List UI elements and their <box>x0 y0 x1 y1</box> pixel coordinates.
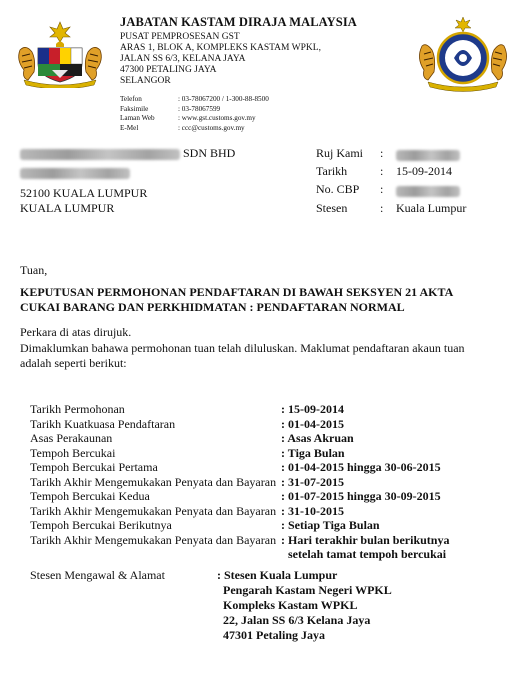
company-suffix: SDN BHD <box>183 146 236 160</box>
detail-label: Tarikh Kuatkuasa Pendaftaran <box>30 416 176 431</box>
detail-label: Asas Perakaunan <box>30 431 113 445</box>
detail-label: Tarikh Permohonan <box>30 402 125 416</box>
recipient-postcode-line: 52100 KUALA LUMPUR <box>20 186 148 200</box>
contact-label-faksimile: Faksimile <box>120 104 149 113</box>
address-line: SELANGOR <box>120 76 171 86</box>
detail-label: Tempoh Bercukai Berikutnya <box>30 518 172 532</box>
station-line: 22, Jalan SS 6/3 Kelana Jaya <box>223 613 371 627</box>
malaysia-coat-of-arms-icon <box>14 20 106 88</box>
detail-label: Tarikh Akhir Mengemukakan Penyata dan Bayaran <box>30 474 277 489</box>
detail-label: Tarikh Akhir Mengemukakan Penyata dan Bayaran <box>30 532 277 547</box>
ref-label-ruj-kami: Ruj Kami <box>316 146 363 160</box>
salutation: Tuan, <box>20 263 48 277</box>
detail-value: : 01-04-2015 hingga 30-06-2015 <box>281 460 441 474</box>
ref-sep: : <box>380 182 384 196</box>
detail-value: : Tiga Bulan <box>281 445 345 460</box>
address-line: JALAN SS 6/3, KELANA JAYA <box>120 54 246 64</box>
contact-value-telefon: : 03-78067200 / 1-300-88-8500 <box>178 95 269 103</box>
redacted-cbp-number <box>396 182 460 200</box>
station-label: Stesen Mengawal & Alamat <box>30 568 165 582</box>
address-line: ARAS 1, BLOK A, KOMPLEKS KASTAM WPKL, <box>120 43 321 53</box>
ref-label-stesen: Stesen <box>316 201 348 215</box>
detail-label: Tempoh Bercukai Pertama <box>30 460 158 474</box>
website-link[interactable]: www.gst.customs.gov.my <box>181 114 256 122</box>
contact-label-email: E-Mel <box>120 123 139 132</box>
body-paragraph-line: Perkara di atas dirujuk. <box>20 325 132 339</box>
address-line: 47300 PETALING JAYA <box>120 65 217 75</box>
detail-value-continuation: setelah tamat tempoh bercukai <box>288 547 447 561</box>
detail-value: : Setiap Tiga Bulan <box>281 518 380 532</box>
redacted-address <box>20 168 130 179</box>
ref-sep: : <box>380 201 384 215</box>
royal-customs-emblem-icon <box>414 16 512 96</box>
body-paragraph-line: adalah seperti berikut: <box>20 356 127 370</box>
detail-label: Tempoh Bercukai Kedua <box>30 489 150 503</box>
ref-sep: : <box>380 146 384 160</box>
detail-value: : Hari terakhir bulan berikutnya <box>281 532 450 547</box>
redacted-reference-number <box>396 146 460 164</box>
station-line: : Stesen Kuala Lumpur <box>217 568 338 582</box>
ref-sep: : <box>380 164 384 178</box>
station-line: 47301 Petaling Jaya <box>223 628 325 642</box>
detail-value: : 01-07-2015 hingga 30-09-2015 <box>281 489 441 503</box>
department-title: JABATAN KASTAM DIRAJA MALAYSIA <box>120 15 357 29</box>
recipient-address-line <box>20 164 130 182</box>
detail-value: : 01-04-2015 <box>281 416 344 431</box>
body-paragraph-line: Dimaklumkan bahawa permohonan tuan telah diluluskan. Maklumat pendaftaran akaun tuan <box>20 341 465 355</box>
recipient-city-line: KUALA LUMPUR <box>20 201 115 215</box>
station-line: Pengarah Kastam Negeri WPKL <box>223 583 392 597</box>
fax-number: 03-78067599 <box>181 104 221 113</box>
ref-label-no-cbp: No. CBP <box>316 182 360 196</box>
contact-value-faksimile: : 03-78067599 <box>178 104 221 113</box>
detail-label: Tempoh Bercukai <box>30 445 116 460</box>
station-line: Kompleks Kastam WPKL <box>223 598 358 612</box>
detail-value: : 31-07-2015 <box>281 474 344 489</box>
contact-value-website: : www.gst.customs.gov.my <box>178 114 256 122</box>
detail-value: : 31-10-2015 <box>281 503 344 518</box>
recipient-company-line <box>20 146 235 161</box>
ref-value-date: 15-09-2014 <box>396 164 452 178</box>
contact-label-telefon: Telefon <box>120 95 142 103</box>
redacted-company-name <box>20 149 180 160</box>
ref-value-station: Kuala Lumpur <box>396 201 467 215</box>
email-link[interactable]: ccc@customs.gov.my <box>181 123 245 132</box>
subject-line: KEPUTUSAN PERMOHONAN PENDAFTARAN DI BAWAH SEKSYEN 21 AKTA <box>20 285 454 299</box>
subject-line: CUKAI BARANG DAN PERKHIDMATAN : PENDAFTARAN NORMAL <box>20 300 405 314</box>
detail-value: : 15-09-2014 <box>281 402 344 416</box>
contact-value-email: : ccc@customs.gov.my <box>178 123 245 132</box>
contact-label-website: Laman Web <box>120 114 155 122</box>
ref-label-tarikh: Tarikh <box>316 164 348 178</box>
detail-label: Tarikh Akhir Mengemukakan Penyata dan Bayaran <box>30 503 277 518</box>
phone-number: 03-78067200 / 1-300-88-8500 <box>181 95 269 103</box>
detail-value: : Asas Akruan <box>281 431 354 445</box>
address-line: PUSAT PEMPROSESAN GST <box>120 32 240 42</box>
